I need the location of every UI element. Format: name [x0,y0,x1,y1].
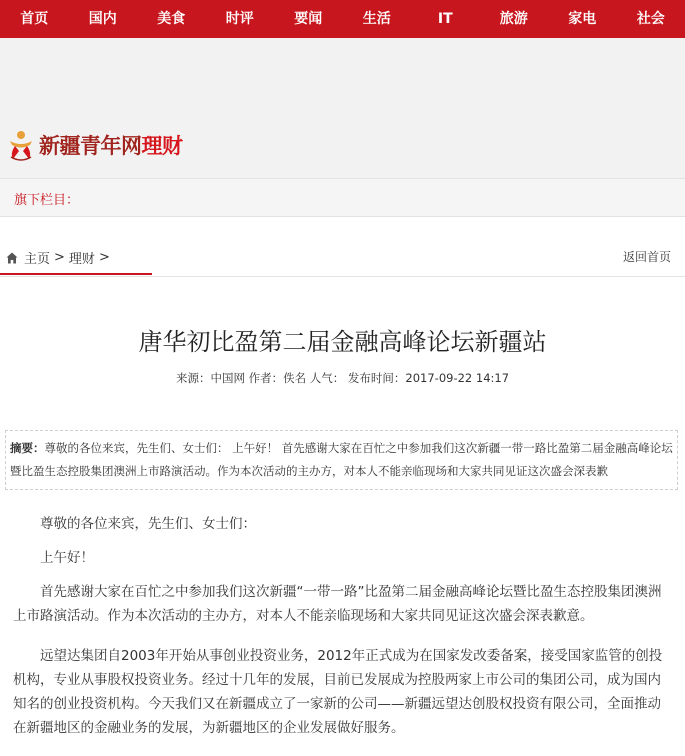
nav-item-it[interactable]: IT [437,11,453,27]
top-nav [0,0,685,38]
back-home-link[interactable]: 返回首页 [622,250,671,264]
nav-item-domestic[interactable]: 国内 [88,11,117,27]
logo-section-name: 理财 [141,133,183,158]
logo-site-name: 新疆青年网 [39,133,142,158]
nav-item-appliances[interactable]: 家电 [568,11,597,27]
site-logo[interactable] [6,128,183,162]
breadcrumb [6,248,114,267]
nav-item-commentary[interactable]: 时评 [225,11,254,27]
article-meta: 来源：中国网 作者：佚名 人气： 发布时间：2017-09-22 14:17 [175,371,510,385]
summary-label: 摘要： [10,441,45,455]
nav-item-life[interactable]: 生活 [362,11,391,27]
article-paragraph: 上午好！ [40,550,94,566]
nav-item-headlines[interactable]: 要闻 [294,11,323,27]
nav-item-society[interactable]: 社会 [636,11,665,27]
nav-item-travel[interactable]: 旅游 [499,11,528,27]
logo-text [39,130,183,160]
breadcrumb-underline [0,273,152,275]
summary-text: 尊敬的各位来宾，先生们、女士们： 上午好！ 首先感谢大家在百忙之中参加我们这次新疆一带一路比盈第二届金融高峰论坛暨比盈生态控股集团澳洲上市路演活动。作为本次活动的主办方，对本人不能亲临现场和大家共同见证这次盛会深表歉 [10,441,673,478]
article-title: 唐华初比盈第二届金融高峰论坛新疆站 [138,328,547,356]
breadcrumb-separator: > [98,250,110,265]
article-summary [5,430,678,490]
nav-item-food[interactable]: 美食 [157,11,186,27]
nav-item-home[interactable]: 首页 [20,11,49,27]
breadcrumb-bar [0,244,685,277]
sub-nav [0,178,685,217]
article-paragraph: 远望达集团自2003年开始从事创业投资业务，2012年正式成为在国家发改委备案，接受国家监管的创投机构，专业从事股权投资业务。经过十几年的发展，目前已发展成为控股两家上市公司的集团公司，成为国内知名的创业投资机构。今天我们又在新疆成立了一家新的公司——新疆远望达创股权投资有限公司，全面推动在新疆地区的金融业务的发展，为新疆地区的企业发展做好服务。 [13,648,663,736]
article-body [13,512,663,750]
subnav-label: 旗下栏目： [14,193,80,208]
home-icon [6,252,18,264]
figure-logo-icon [6,129,36,161]
article-paragraph: 尊敬的各位来宾，先生们、女士们： [40,516,256,532]
breadcrumb-home-link[interactable]: 主页 [24,252,51,267]
breadcrumb-separator: > [54,250,65,265]
article-paragraph: 首先感谢大家在百忙之中参加我们这次新疆“一带一路”比盈第二届金融高峰论坛暨比盈生态控股集团澳洲上市路演活动。作为本次活动的主办方，对本人不能亲临现场和大家共同见证这次盛会深表歉意。 [13,584,662,624]
breadcrumb-section-link[interactable]: 理财 [68,252,95,267]
